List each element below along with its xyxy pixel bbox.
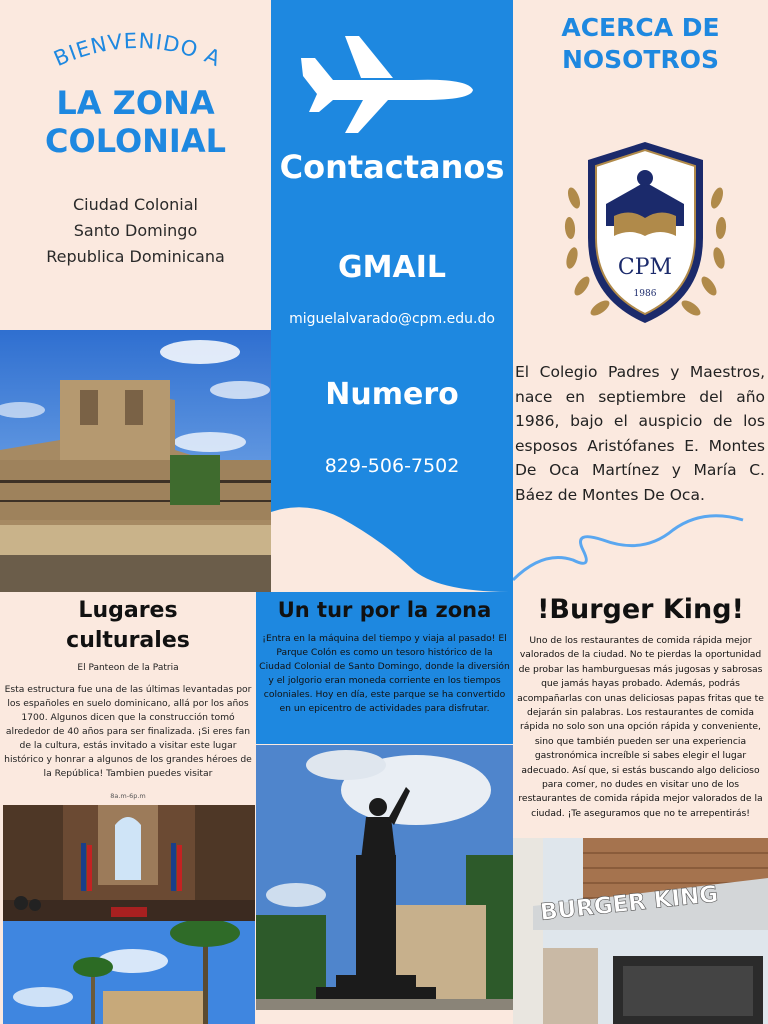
cpm-logo [558,138,733,330]
address-line2: Santo Domingo [73,221,198,240]
svg-text:BIENVENIDO A [50,29,224,71]
burger-king-photo [513,838,768,1024]
about-panel [513,0,768,592]
welcome-title-line2: COLONIAL [45,122,226,160]
burger-heading: !Burger King! [537,594,744,625]
about-heading-line1: ACERCA DE [561,13,720,42]
about-heading-line2: NOSOTROS [562,45,719,74]
welcome-arc-heading [30,18,245,88]
logo-year: 1986 [633,289,657,299]
cultural-heading-line2: culturales [66,628,190,653]
email-link[interactable]: miguelalvarado@cpm.edu.do [289,311,495,327]
tour-heading: Un tur por la zona [277,598,492,622]
cultural-heading [0,596,256,656]
tour-body: ¡Entra en la máquina del tiempo y viaja al pasado! El Parque Colón es como un tesoro histórico de la Ciudad Colonial de Santo Domingo, donde la diversión y el jolgorio eran moneda corriente en los tiempos coloniales. Hoy en día, este parque se ha convertido en un epicentro de actividades para disfrutar. [259,633,510,714]
about-heading [513,12,768,76]
cultural-hours: 8a.m-6p.m [110,792,146,800]
cultural-body: Esta estructura fue una de las últimas levantadas por los españoles en suelo dominicano, allá por los años 1700. Algunos dicen que la construcción tomó alrededor de 40 años para ser finalizada. ¡Si eres fan de la cultura, estás invitado a visitar este lugar histórico y honrar a algunos de los grandes héroes de la República! Tambien puedes visitar [4,684,252,779]
welcome-panel [0,0,271,330]
address-line1: Ciudad Colonial [73,195,198,214]
cultural-heading-line1: Lugares [78,598,178,623]
cathedral-photo [0,330,271,592]
about-body: El Colegio Padres y Maestros, nace en septiembre del año 1986, bajo el auspicio de los esposos Aristófanes E. Montes De Oca Martínez y María C. Báez de Montes De Oca. [515,363,765,504]
airplane-icon [293,28,478,138]
logo-text: CPM [617,255,673,280]
panteon-photo [3,805,255,921]
address-line3: Republica Dominicana [46,247,225,266]
cultural-subtitle: El Panteon de la Patria [77,663,179,673]
tour-blue-box [256,592,513,744]
contact-panel [271,0,513,592]
welcome-address [0,192,271,270]
welcome-title-line1: LA ZONA [56,84,215,122]
burger-king-sign: BURGER KING [538,881,720,926]
palm-photo [3,921,255,1024]
burger-body: Uno de los restaurantes de comida rápida mejor valorados de la ciudad. No te pierdas la oportunidad de probar las hamburguesas más jugosas y sabrosas que jamás hayas probado. Además, podrás acompañarlas con unas deliciosas papas fritas que te dejarán sin palabras. Los restaurantes de comida rápida no solo son una opción rápida y conveniente, sino que también pueden ser una experiencia gastronómica increíble si sabes elegir el lugar adecuado. Así que, si estás buscando algo delicioso para comer, no dudes en visitar uno de los restaurantes de comida rápida mejor valorados de la ciudad. ¡Te aseguramos que no te arrepentirás! [517,635,764,819]
welcome-greeting: BIENVENIDO A [50,28,225,72]
gmail-label: GMAIL [338,250,446,285]
phone-number[interactable]: 829-506-7502 [324,455,460,477]
contact-heading: Contactanos [279,148,505,186]
number-label: Numero [325,377,459,412]
squiggle-decoration [513,500,768,592]
wave-decoration [271,498,513,592]
parque-colon-photo [256,745,513,1010]
welcome-title [0,84,271,160]
